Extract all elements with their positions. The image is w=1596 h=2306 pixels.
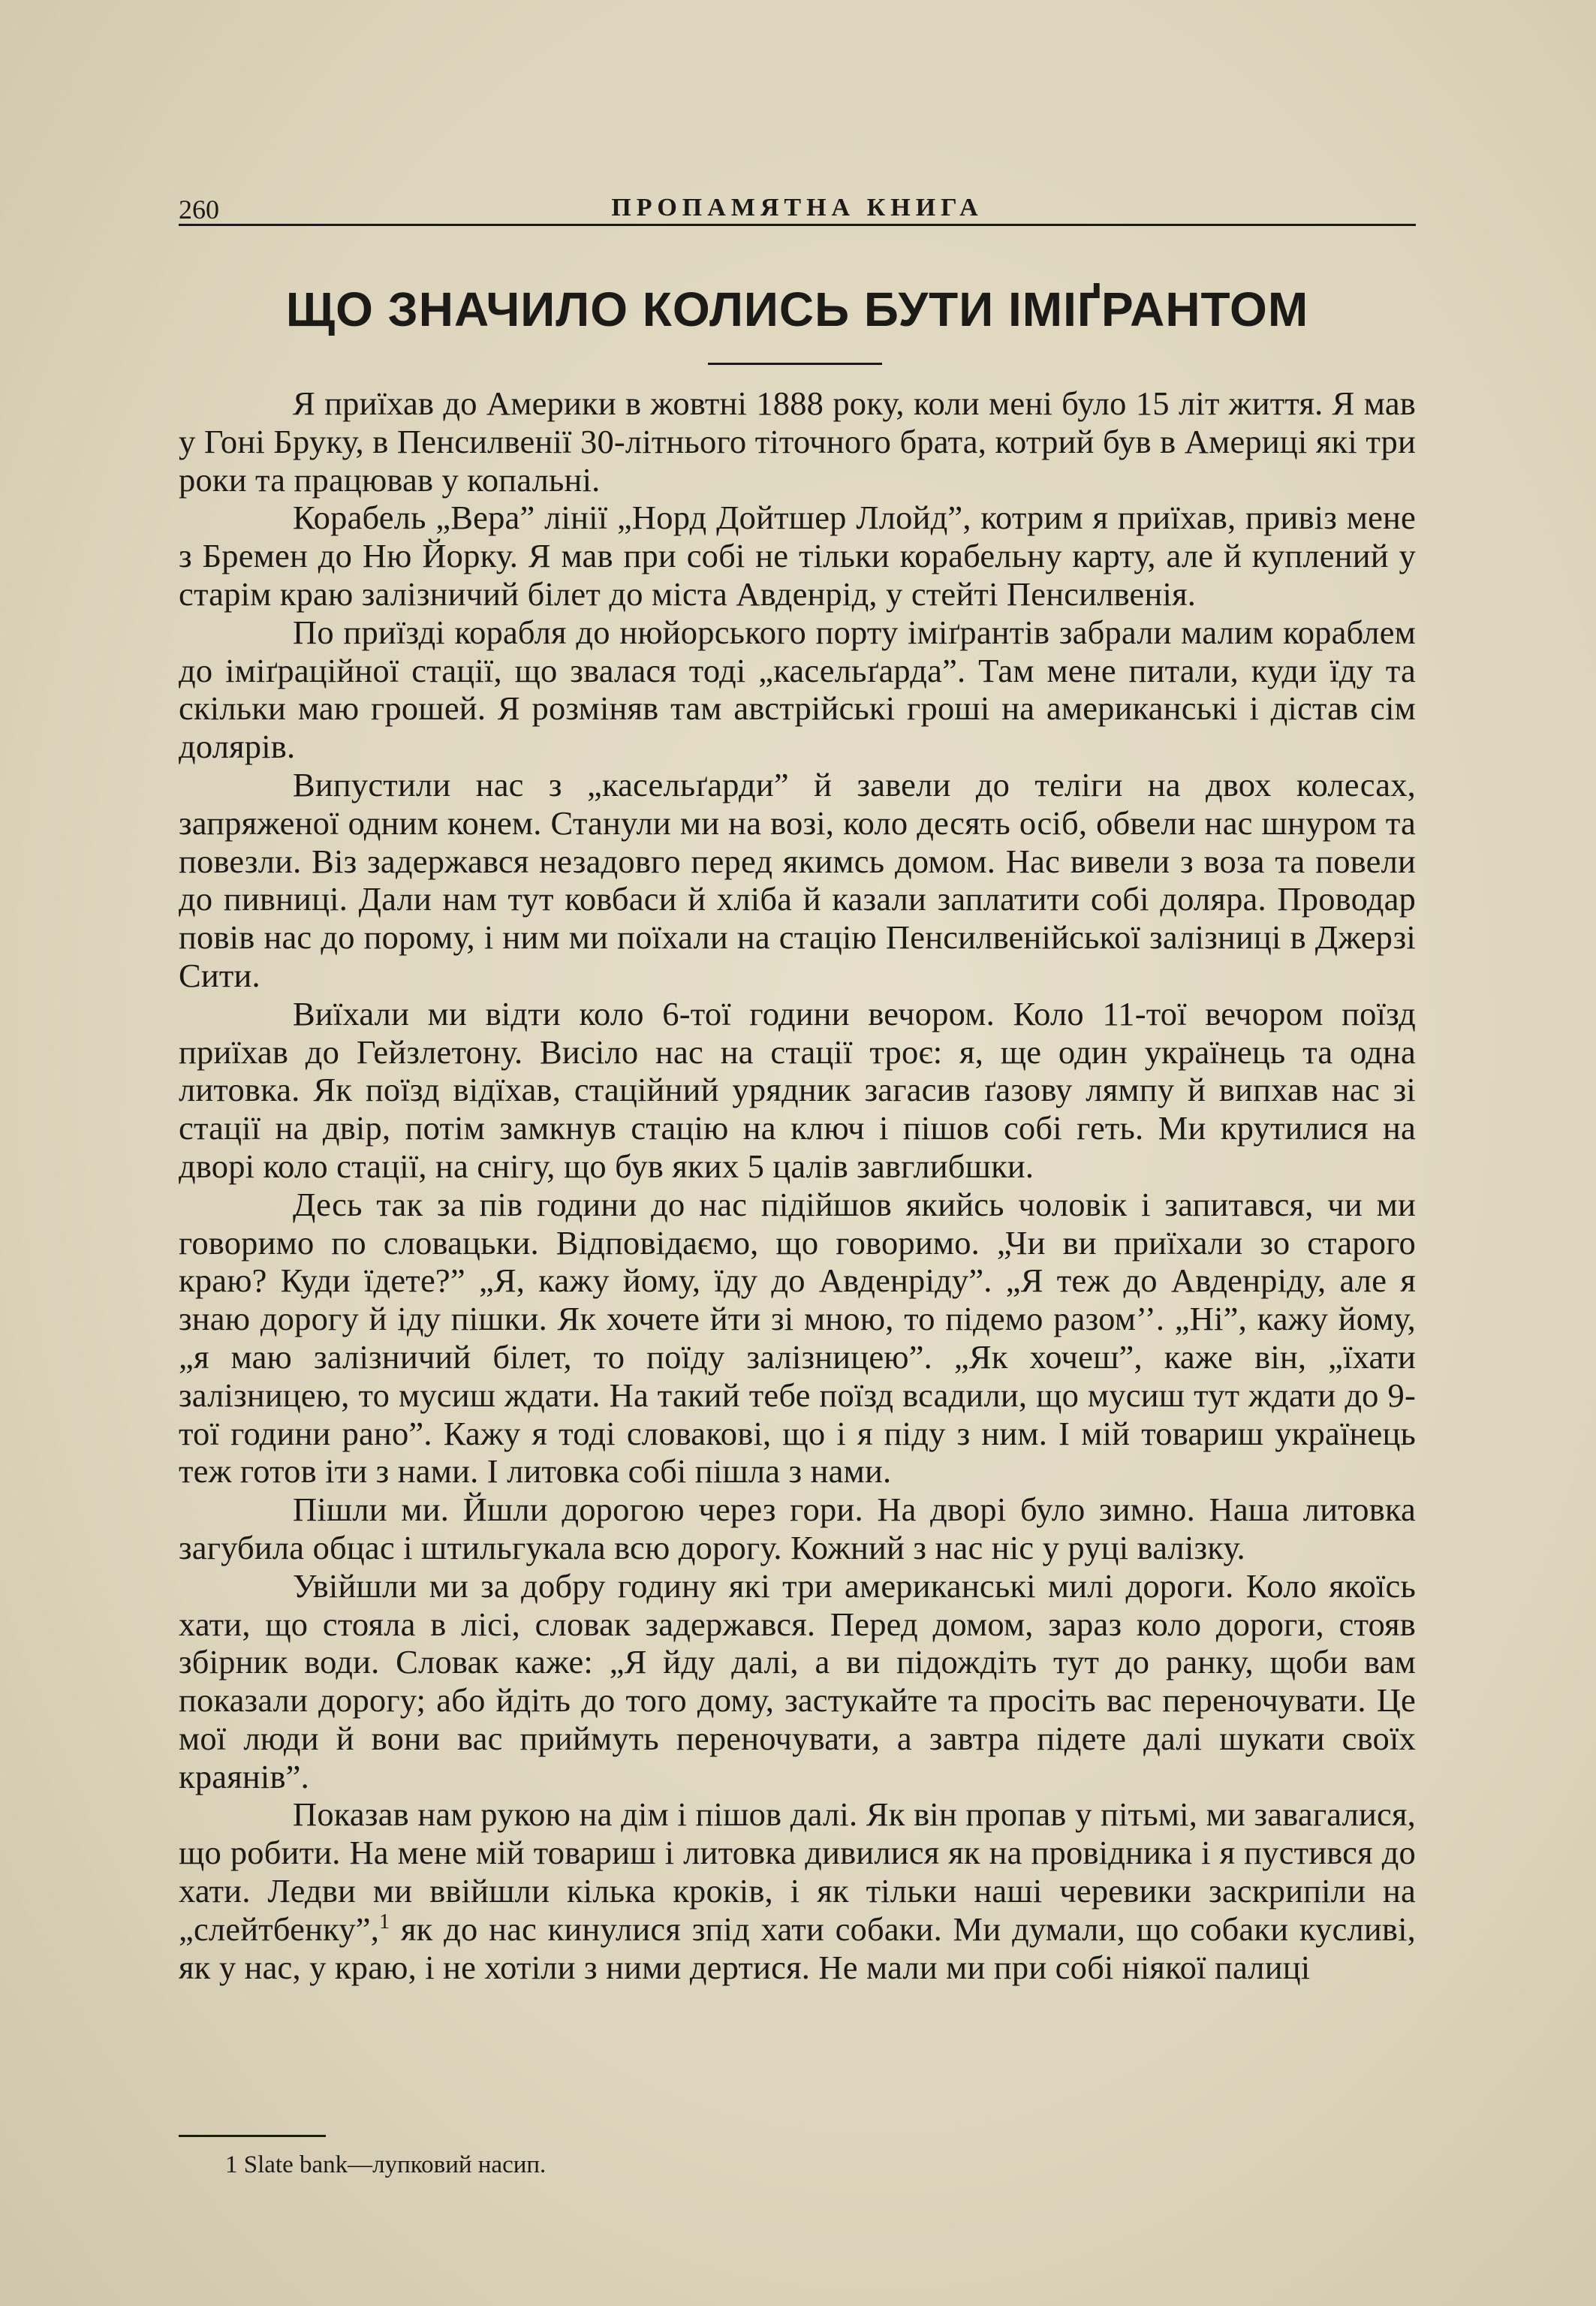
paragraph: Пішли ми. Йшли дорогою через гори. На дворі було зимно. Наша литовка загубила обцас і штильгукала всю дорогу. Кожний з нас ніс у руці валізку. bbox=[179, 1491, 1416, 1566]
paragraph: Корабель „Вера” лінії „Норд Дойтшер Ллойд”, котрим я приїхав, привіз мене з Бремен до Ню Йорку. Я мав при собі не тільки корабельну карту, але й куплений у старім краю залізничий білет до міста Авденрід, у стейті Пенсилвенія. bbox=[179, 499, 1416, 613]
running-title: ПРОПАМЯТНА КНИГА bbox=[611, 194, 983, 222]
paragraph: Я приїхав до Америки в жовтні 1888 року, коли мені було 15 літ життя. Я мав у Гоні Бруку, в Пенсилвенії 30-літнього тіточного брата, котрий був в Америці які три роки та працював у копальні. bbox=[179, 384, 1416, 499]
page-number: 260 bbox=[179, 194, 219, 225]
header-rule bbox=[179, 224, 1416, 226]
page-header bbox=[179, 189, 1416, 227]
paragraph-last bbox=[179, 1795, 1416, 1986]
article-body bbox=[179, 384, 1416, 1986]
paragraph: Випустили нас з „касельґарди” й завели до теліги на двох колесах, запряженої одним конем. Станули ми на возі, коло десять осіб, обвели нас шнуром та повезли. Віз задержався незадовго перед якимсь домом. Нас вивели з воза та повели до пивниці. Дали нам тут ковбаси й хліба й казали заплатити собі доляра. Проводар повів нас до порому, і ним ми поїхали на стацію Пенсилвенійської залізниці в Джерзі Сити. bbox=[179, 765, 1416, 994]
footnote-text: Slate bank—лупковий насип. bbox=[243, 2151, 547, 2178]
paragraph: Увійшли ми за добру годину які три американські милі дороги. Коло якоїсь хати, що стояла в лісі, словак задержався. Перед домом, зараз коло дороги, стояв збірник води. Словак каже: „Я йду далі, а ви підождіть тут до ранку, щоби вам показали дорогу; або йдіть до того дому, застукайте та просіть вас переночувати. Це мої люди й вони вас приймуть переночувати, а завтра підете далі шукати своїх краянів”. bbox=[179, 1566, 1416, 1795]
paragraph-text: як до нас кинулися зпід хати собаки. Ми думали, що собаки кусливі, як у нас, у краю, і не хотіли з ними дертися. Не мали ми при собі ніякої палиці bbox=[179, 1910, 1416, 1986]
paragraph-text: Показав нам рукою на дім і пішов далі. Як він пропав у пітьмі, ми завагалися, що робити. На мене мій товариш і литовка дивилися як на провідника і я пустився до хати. Ледви ми ввійшли кілька кроків, і як тільки наші черевики заскрипіли на „слейтбенку”, bbox=[179, 1795, 1416, 1948]
footnote-rule bbox=[179, 2135, 326, 2137]
footnote-reference: 1 bbox=[379, 1910, 390, 1934]
paragraph: Виїхали ми відти коло 6-тої години вечором. Коло 11-тої вечором поїзд приїхав до Гейзлетону. Висіло нас на стації троє: я, ще один українець та одна литовка. Як поїзд відїхав, стаційний урядник загасив ґазову лямпу й випхав нас зі стації на двір, потім замкнув стацію на ключ і пішов собі геть. Ми крутилися на дворі коло стації, на снігу, що був яких 5 цалів завглибшки. bbox=[179, 994, 1416, 1185]
footnote-marker: 1 bbox=[225, 2151, 238, 2178]
title-rule bbox=[708, 363, 882, 365]
footnote bbox=[225, 2151, 546, 2179]
paragraph: По приїзді корабля до нюйорського порту іміґрантів забрали малим кораблем до іміґраційної стації, що звалася тоді „касельґарда”. Там мене питали, куди їду та скільки маю грошей. Я розміняв там австрійські гроші на американські і дістав сім долярів. bbox=[179, 613, 1416, 766]
paragraph: Десь так за пів години до нас підійшов якийсь чоловік і запитався, чи ми говоримо по словацьки. Відповідаємо, що говоримо. „Чи ви приїхали зо старого краю? Куди їдете?” „Я, кажу йому, їду до Авденріду”. „Я теж до Авденріду, але я знаю дорогу й іду пішки. Як хочете йти зі мною, то підемо разом’’. „Ні”, кажу йому, „я маю залізничий білет, то поїду залізницею”. „Як хочеш”, каже він, „їхати залізницею, то мусиш ждати. На такий тебе поїзд всадили, що мусиш тут ждати до 9-тої години рано”. Кажу я тоді словакові, що і я піду з ним. І мій товариш українець теж готов іти з нами. І литовка собі пішла з нами. bbox=[179, 1185, 1416, 1491]
article-title: ЩО ЗНАЧИЛО КОЛИСЬ БУТИ ІМІҐРАНТОМ bbox=[285, 282, 1309, 336]
